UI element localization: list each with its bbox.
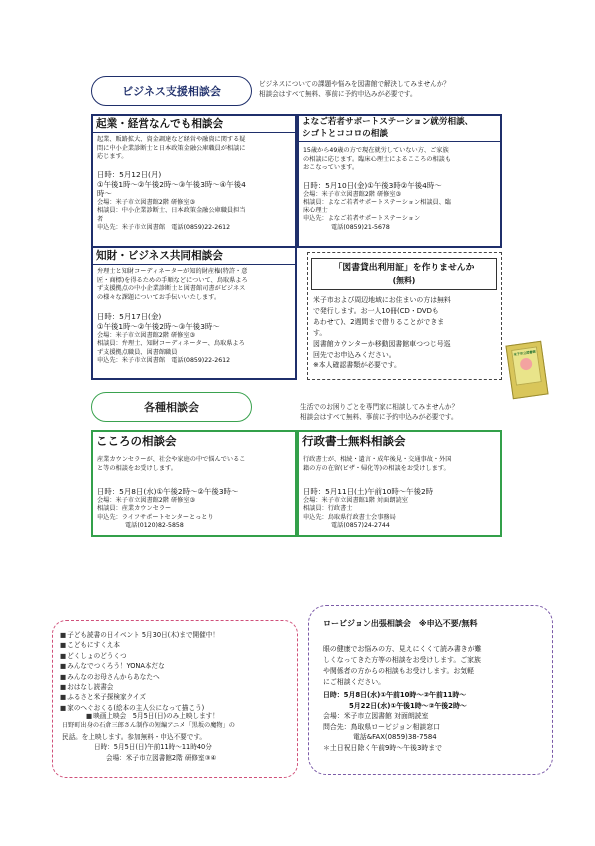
library-card-body <box>313 295 503 371</box>
kokoro-title: こころの相談会 <box>96 434 177 448</box>
detail-line: 相談員：よなご若者サポートステーション相談員、臨 <box>303 198 452 206</box>
detail-line: 相談員：中小企業診断士、日本政策金融公庫職員担当 <box>97 207 246 215</box>
detail-line: ①午後1時～②午後2時～③午後3時～ <box>97 322 220 332</box>
detail-line: 日時：5月8日(水)①午後2時～②午後3時～ <box>97 487 239 497</box>
yonago-description <box>299 142 500 173</box>
screening-line: 日野町出身の石倉三郎さん制作の短編アニメ「黒坂の魔物」の <box>62 722 235 730</box>
desc-line: 15歳から49歳の方で現在就労していない方、ご家族 <box>303 147 449 154</box>
chizai-title: 知財・ビジネス共同相談会 <box>93 248 295 265</box>
gyosei-description <box>299 449 500 473</box>
kids-event-content <box>60 630 296 713</box>
detail-line: 会場：米子市立図書館1階 対面朗読室 <box>303 496 408 504</box>
desc-line: 問に中小企業診断士と日本政策金融公庫職員が相談に <box>97 144 246 152</box>
detail-line: 申込先：米子市立図書館 電話(0859)22-2612 <box>97 224 231 232</box>
detail-line: 日時：5月17日(金) <box>97 312 162 322</box>
library-card-title: 「図書貸出利用証」を作りませんか <box>333 263 475 273</box>
detail-line: 会場：米子市立図書館2階 研修室③ <box>97 199 196 207</box>
kids-event-item: ■ ふるさと米子探検家クイズ <box>60 692 296 702</box>
detail-line: 会場：米子市立図書館2階 研修室③ <box>97 331 196 339</box>
detail-line: 相談員：産業カウンセラー <box>97 505 172 513</box>
lowvision-body <box>323 644 549 688</box>
card-line: あわせて)、2週間まで借りることができま <box>313 317 445 326</box>
kids-event-item: ■ こどもにすくえ本 <box>60 640 296 650</box>
desc-line: 応じます。 <box>97 153 128 161</box>
library-card-image <box>505 341 548 399</box>
lowvision-line: 眼の健康でお悩みの方、見えにくくて読み書きが難 <box>323 645 482 653</box>
card-line: す。 <box>313 328 327 337</box>
kokoro-description <box>93 449 295 473</box>
detail-line: 時～ <box>97 189 112 199</box>
desc-line: 籍の方の在留(ビザ・帰化等)の相談をお受けします。 <box>303 464 450 472</box>
mascot-icon <box>519 357 533 371</box>
gyosei-title: 行政書士無料相談会 <box>302 434 406 448</box>
kigyo-details <box>93 162 295 233</box>
detail-line: 相談員：行政書士 <box>303 505 353 513</box>
kokoro-details <box>93 473 295 530</box>
detail-line: 申込先：ライフサポートセンターとっとり <box>97 513 214 521</box>
business-lead-line: 相談会はすべて無料、事前に予約申込みが必要です。 <box>259 90 417 98</box>
detail-line: ①午後1時～②午後2時～③午後3時～④午後4 <box>97 179 246 189</box>
detail-line: 床心理士 <box>303 207 328 215</box>
screening-line: 会場：米子市立図書館2階 研修室③④ <box>106 753 217 762</box>
soudan-lead-line: 生活でのお困りごとを専門家に相談してみませんか？ <box>300 403 459 411</box>
lowvision-line: しくなってきた方等の相談をお受けします。ご家族 <box>323 656 481 664</box>
gyosei-consultation-box <box>297 430 502 537</box>
kigyo-consultation-box <box>91 114 297 248</box>
kids-event-item: ■ 家のへぐおくる(絵本の主人公になって描こう) <box>60 703 296 713</box>
gyosei-details <box>299 473 500 530</box>
library-card-photo-inner <box>511 346 542 385</box>
desc-line: 行政書士が、相続・遺言・成年後見・交通事故・外国 <box>303 456 452 463</box>
detail-line: 申込先：鳥取県行政書士会事務局 <box>303 513 396 521</box>
desc-line: 起業、販路拡大、資金調達など経営や融資に関する疑 <box>97 136 246 143</box>
lowvision-detail: 5月22日(水)①午後1時～②午後2時～ <box>349 701 467 710</box>
lowvision-detail: ＊土日祝日除く午前9時～午後3時まで <box>323 743 443 752</box>
detail-line: 電話(0859)21-5678 <box>331 223 390 231</box>
yonago-title <box>299 116 500 142</box>
lowvision-detail: 日時：5月8日(水)①午前10時～②午前11時～ <box>323 691 467 699</box>
kigyo-title: 起業・経営なんでも相談会 <box>93 116 295 133</box>
card-line: 米子市および周辺地域にお住まいの方は無料 <box>313 296 451 304</box>
business-lead-line: ビジネスについての課題や悩みを図書館で解決してみませんか？ <box>259 80 450 88</box>
kids-event-item: ■ みんなでつくろう！YONA本だな <box>60 661 296 671</box>
desc-line: の様々な課題についてお手伝いいたします。 <box>97 293 221 301</box>
card-line: 回先でお申込みください。 <box>313 350 396 359</box>
card-line: ※本人確認書類が必要です。 <box>313 361 401 370</box>
screening-line: 日時：5月5日(日)午前11時～11時40分 <box>94 743 212 752</box>
screening-title: ■ 映画上映会 5月5日(日)のみ上映します！ <box>62 711 294 721</box>
title-line: よなご若者サポートステーション就労相談、 <box>302 117 474 127</box>
soudan-section-title: 各種相談会 <box>144 401 199 414</box>
detail-line: 相談員：弁理士、知財コーディネーター、鳥取県よろ <box>97 340 245 348</box>
kids-event-header: ■ 子ども読書の日イベント 5月30日(木)まで開催中！ <box>60 630 296 640</box>
kigyo-description <box>93 133 295 162</box>
library-card-subtitle: (無料) <box>392 276 416 285</box>
business-lead <box>259 79 579 99</box>
chizai-consultation-box <box>91 246 297 380</box>
desc-line: 産業カウンセラーが、社会や家庭の中で悩んでいるこ <box>97 456 246 463</box>
card-line: 図書館カウンターか移動図書館車つつじ号巡 <box>313 339 451 348</box>
screening-line: 民話。を上映します。参加無料・申込不要です。 <box>62 732 207 741</box>
detail-line: 電話(0857)24-2744 <box>331 521 390 529</box>
lowvision-detail: 会場：米子市立図書館 対面朗読室 <box>323 712 429 720</box>
screening-content <box>62 711 294 763</box>
soudan-lead <box>300 402 580 422</box>
detail-line: 日時：5月10日(金)①午後3時②午後4時～ <box>303 180 442 190</box>
library-card-image-label: 米子市立図書館 <box>513 349 536 357</box>
yonago-support-box <box>297 114 502 248</box>
detail-line: 申込先：よなご若者サポートステーション <box>303 215 421 223</box>
soudan-lead-line: 相談会はすべて無料、事前に予約申込みが必要です。 <box>300 413 458 421</box>
chizai-details <box>93 302 295 365</box>
detail-line: 会場：米子市立図書館2階 研修室③ <box>303 190 402 198</box>
lowvision-line: にご相談ください。 <box>323 678 386 686</box>
yonago-details <box>299 173 500 232</box>
detail-line: 日時：5月11日(土)午前10時～午後2時 <box>303 487 434 497</box>
lowvision-detail: 電話&FAX(0859)38-7584 <box>353 733 437 741</box>
desc-line: 弁理士と知財コーディネーターが知的財産権(特許・意 <box>97 268 248 275</box>
desc-line: の相談に応じます。臨床心理士によるこころの相談も <box>303 155 452 163</box>
detail-line: 申込先：米子市立図書館 電話(0859)22-2612 <box>97 356 231 364</box>
library-card-header <box>311 258 497 290</box>
kokoro-consultation-box <box>91 430 297 537</box>
desc-line: ず支援拠点の中小企業診断士と図書館司書がビジネス <box>97 285 246 293</box>
kids-event-item: ■ みんなのお母さんからあなたへ <box>60 672 296 682</box>
lowvision-title: ロービジョン出張相談会 ※申込不要/無料 <box>323 619 478 628</box>
detail-line: 電話(0120)82-5858 <box>125 521 184 529</box>
kids-event-item: ■ おはなし読書会 <box>60 682 296 692</box>
desc-line: おこなっています。 <box>303 164 359 172</box>
detail-line: 会場：米子市立図書館2階 研修室③ <box>97 496 196 504</box>
soudan-section-pill <box>91 392 252 422</box>
desc-line: と等の相談をお受けします。 <box>97 464 177 472</box>
lowvision-details <box>323 690 549 753</box>
business-section-pill <box>91 76 252 106</box>
lowvision-content <box>323 618 549 753</box>
detail-line: ず支援拠点職員、図書館職員 <box>97 348 178 356</box>
card-line: で発行します。お一人10冊(CD・DVDも <box>313 306 439 315</box>
business-section-title: ビジネス支援相談会 <box>122 85 221 98</box>
chizai-description <box>93 265 295 302</box>
lowvision-line: や関係者の方からの相談もお受けします。お気軽 <box>323 667 475 675</box>
kids-event-item: ■ どくしょのどうくつ <box>60 651 296 661</box>
detail-line: 日時：5月12日(月) <box>97 169 162 179</box>
title-line: シゴトとココロの相談 <box>302 128 388 139</box>
detail-line: 者 <box>97 215 104 223</box>
lowvision-detail: 問合先：鳥取県ロービジョン相談窓口 <box>323 722 441 731</box>
desc-line: 匠・商標)を得るための手順などについて、鳥取県よろ <box>97 276 248 284</box>
